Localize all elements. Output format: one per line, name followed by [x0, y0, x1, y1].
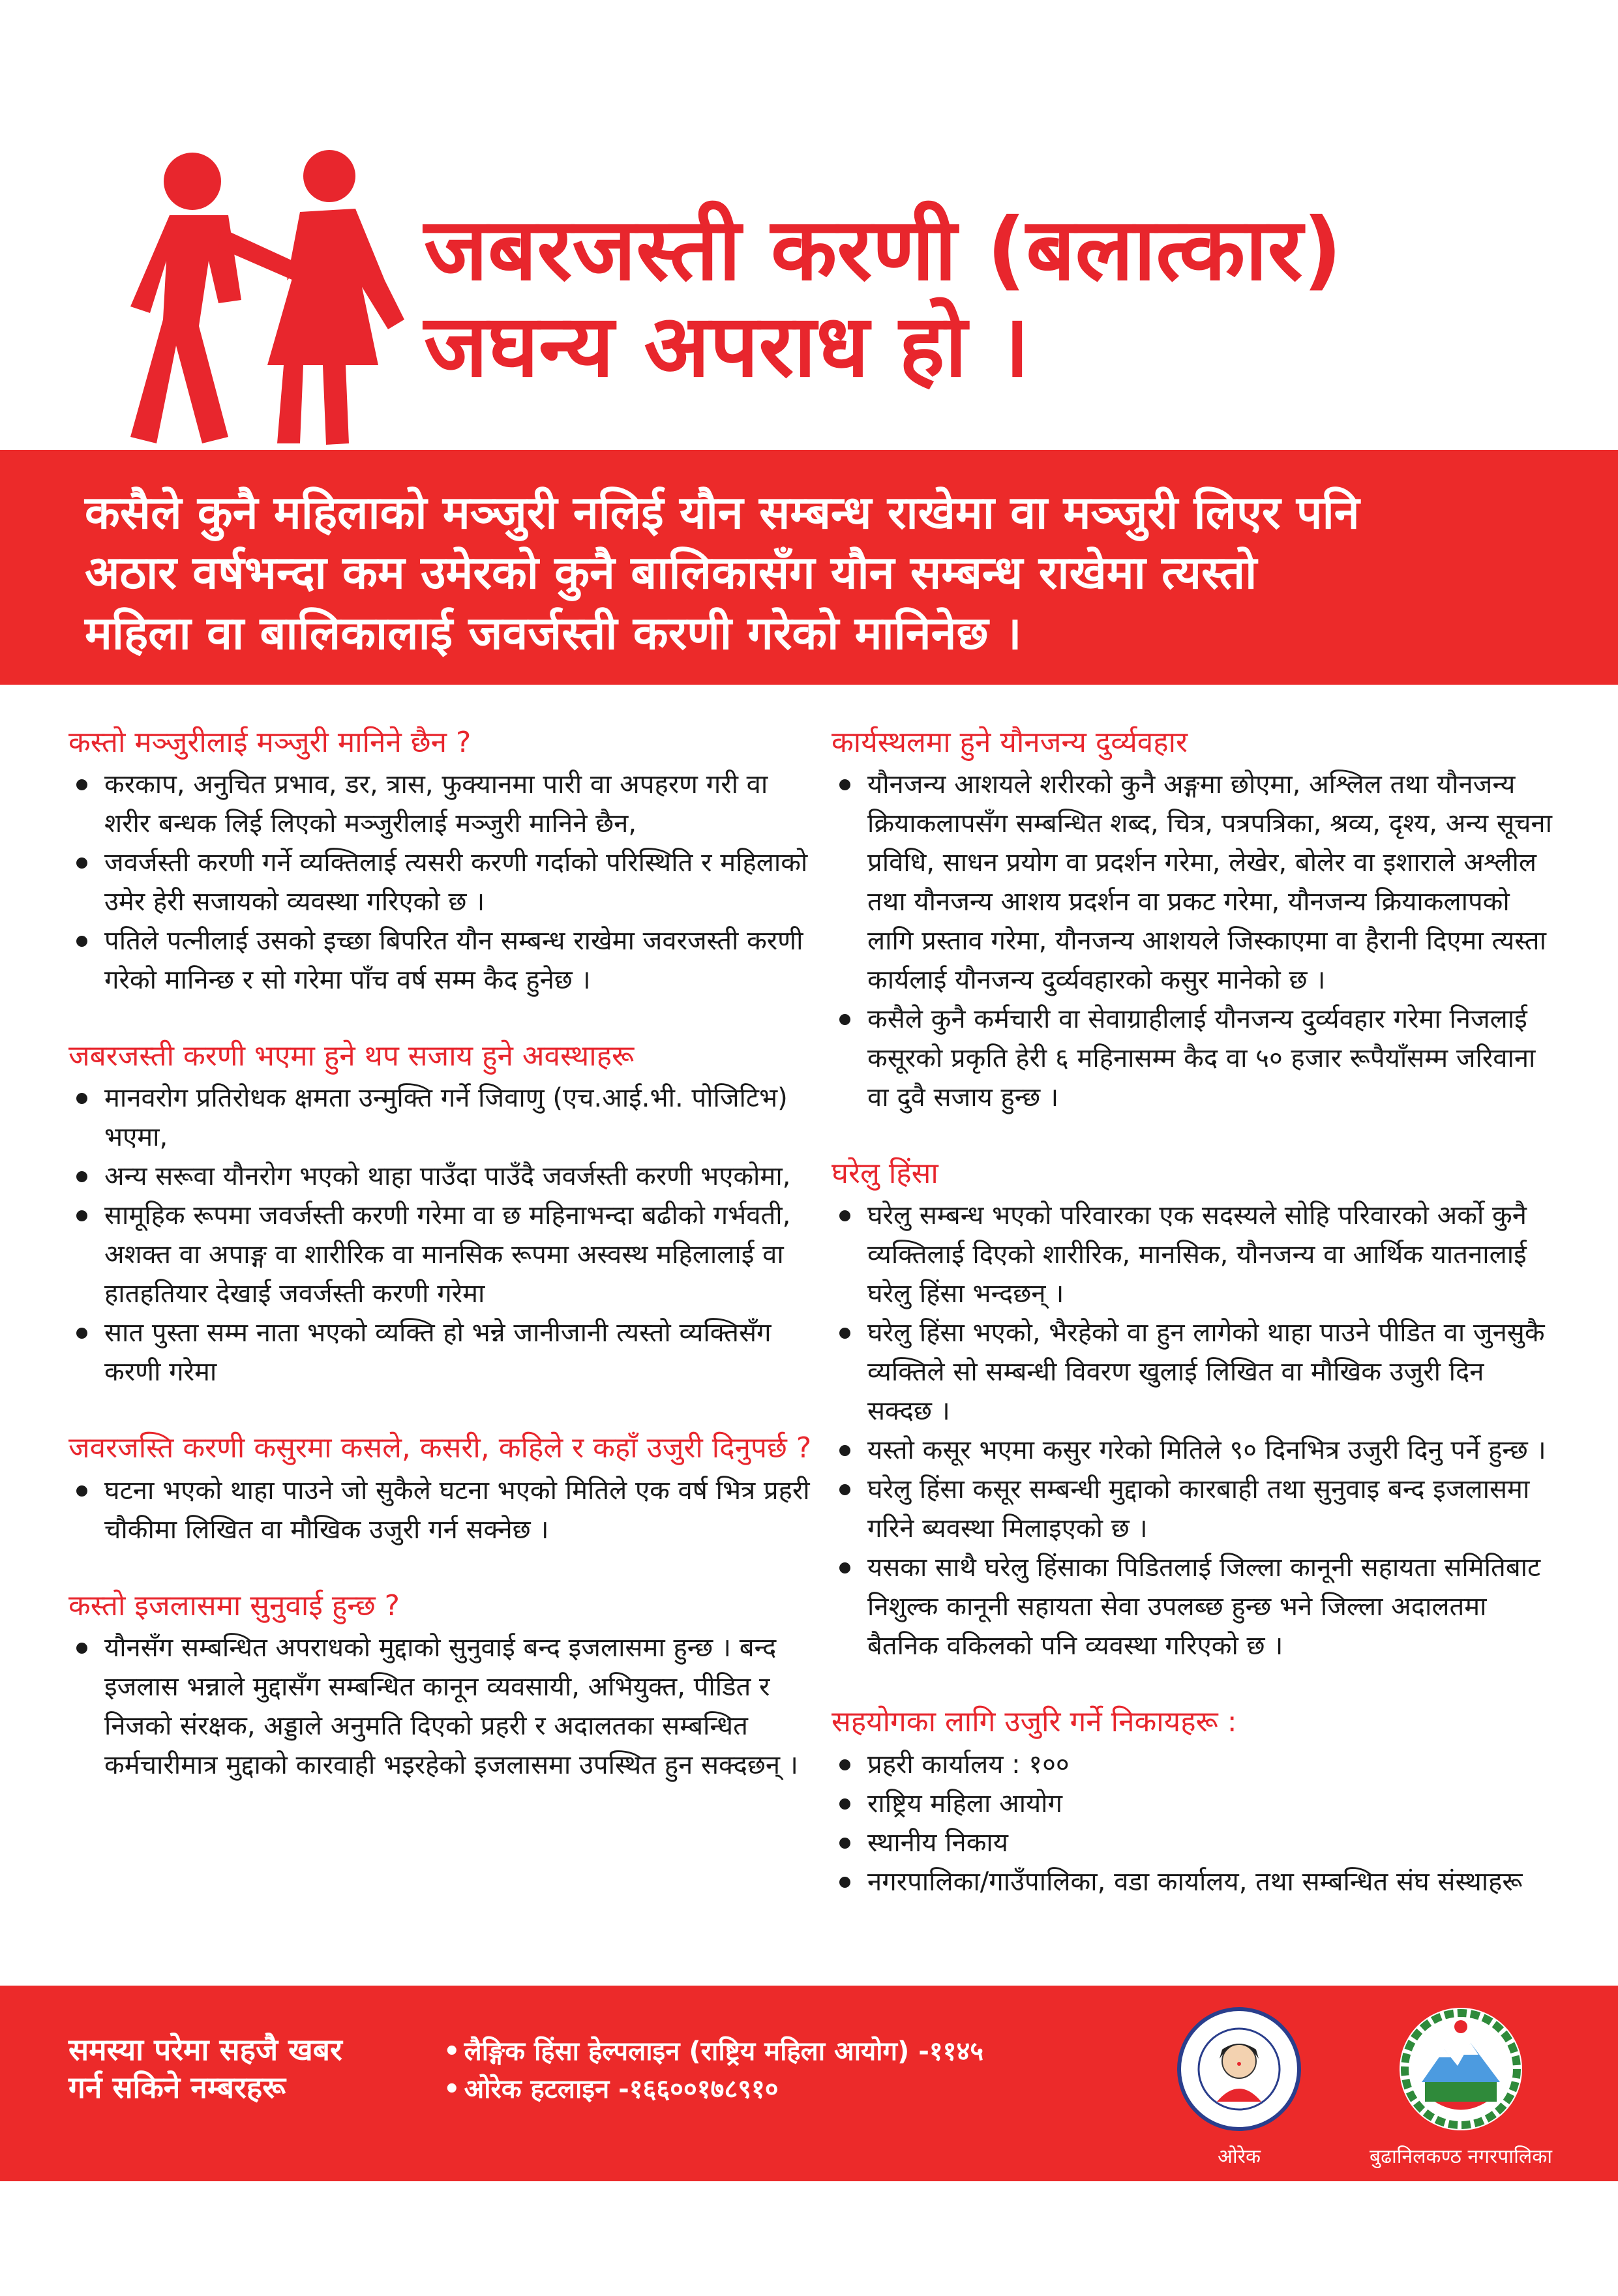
right-column — [831, 724, 1555, 1939]
orek-emblem-icon — [1174, 2004, 1304, 2134]
bullet-list — [831, 1745, 1555, 1901]
bullet-list — [68, 1628, 812, 1785]
list-item: जवर्जस्ती करणी गर्ने व्यक्तिलाई त्यसरी करणी गर्दाको परिस्थिति र महिलाको उमेर हेरी सजायको व्यवस्था गरिएको छ । — [68, 843, 812, 921]
list-item: अन्य सरूवा यौनरोग भएको थाहा पाउँदा पाउँदै जवर्जस्ती करणी भएकोमा, — [68, 1157, 812, 1196]
section-heading: जबरजस्ती करणी भएमा हुने थप सजाय हुने अवस्थाहरू — [68, 1039, 635, 1073]
list-item: मानवरोग प्रतिरोधक क्षमता उन्मुक्ति गर्ने जिवाणु (एच.आई.भी. पोजिटिभ) भएमा, — [68, 1079, 812, 1157]
helpline-orek: • ओरेक हटलाइन -१६६००१७८९१० — [443, 2070, 983, 2108]
section-heading: कस्तो इजलासमा सुनुवाई हुन्छ ? — [68, 1588, 400, 1622]
poster-header — [0, 0, 1618, 450]
orek-caption: ओरेक — [1218, 2145, 1261, 2168]
municipality-seal-icon — [1396, 2004, 1526, 2134]
list-item: घरेलु हिंसा कसूर सम्बन्धी मुद्दाको कारबाही तथा सुनुवाइ बन्द इजलासमा गरिने ब्यवस्था मिलाइएको छ । — [831, 1470, 1555, 1548]
list-item: सामूहिक रूपमा जवर्जस्ती करणी गरेमा वा छ महिनाभन्दा बढीको गर्भवती, अशक्त वा अपाङ्ग वा शारीरिक वा मानसिक रूपमा अस्वस्थ महिलालाई वा हातहतियार देखाई जवर्जस्ती करणी गरेमा — [68, 1196, 812, 1313]
section-consent — [68, 724, 812, 1000]
list-item: यसका साथै घरेलु हिंसाका पिडितलाई जिल्ला कानूनी सहायता समितिबाट निशुल्क कानूनी सहायता सेवा उपलब्छ हुन्छ भने जिल्ला अदालतमा बैतनिक वकिलको पनि व्यवस्था गरिएको छ । — [831, 1548, 1555, 1665]
list-item: घरेलु हिंसा भएको, भैरहेको वा हुन लागेको थाहा पाउने पीडित वा जुनसुकै व्यक्तिले सो सम्बन्धी विवरण खुलाई लिखित वा मौखिक उजुरी दिन सक्दछ । — [831, 1313, 1555, 1431]
section-heading: घरेलु हिंसा — [831, 1157, 938, 1191]
list-item: यौनसँग सम्बन्धित अपराधको मुद्दाको सुनुवाई बन्द इजलासमा हुन्छ । बन्द इजलास भन्नाले मुद्दासँग सम्बन्धित कानून व्यवसायी, अभियुक्त, पीडित र निजको संरक्षक, अड्डाले अनुमति दिएको प्रहरी र अदालतका सम्बन्धित कर्मचारीमात्र मुद्दाको कारवाही भइरहेको इजलासमा उपस्थित हुन सक्दछन् । — [68, 1628, 812, 1785]
banner-text — [85, 483, 1572, 663]
section-help-agencies — [831, 1703, 1555, 1901]
banner-line-2: अठार वर्षभन्दा कम उमेरको कुनै बालिकासँग यौन सम्बन्ध राखेमा त्यस्तो — [85, 546, 1257, 600]
section-heading: कार्यस्थलमा हुने यौनजन्य दुर्व्यवहार — [831, 726, 1188, 759]
section-heading: जवरजस्ति करणी कसुरमा कसले, कसरी, कहिले र कहाँ उजुरी दिनुपर्छ ? — [68, 1431, 812, 1465]
helpline-gbv: • लैङ्गिक हिंसा हेल्पलाइन (राष्ट्रिय महिला आयोग) -११४५ — [443, 2033, 983, 2070]
helpline-footer — [0, 1986, 1618, 2181]
list-item: करकाप, अनुचित प्रभाव, डर, त्रास, फुक्यानमा पारी वा अपहरण गरी वा शरीर बन्धक लिई लिएको मञ्जुरीलाई मञ्जुरी मानिने छैन, — [68, 765, 812, 843]
helpline-numbers — [443, 2033, 983, 2108]
section-domestic-violence — [831, 1155, 1555, 1665]
definition-banner — [0, 450, 1618, 685]
section-workplace-harassment — [831, 724, 1555, 1117]
title-line-2: जघन्य अपराध हो । — [424, 295, 1030, 396]
list-item: नगरपालिका/गाउँपालिका, वडा कार्यालय, तथा सम्बन्धित संघ संस्थाहरू — [831, 1862, 1555, 1901]
budhanilkantha-caption: बुढानिलकण्ठ नगरपालिका — [1369, 2145, 1553, 2168]
list-item: स्थानीय निकाय — [831, 1823, 1555, 1862]
list-item: यस्तो कसूर भएमा कसुर गरेको मितिले ९० दिनभित्र उजुरी दिनु पर्ने हुन्छ । — [831, 1431, 1555, 1470]
list-item: प्रहरी कार्यालय : १०० — [831, 1745, 1555, 1784]
budhanilkantha-logo — [1343, 2004, 1578, 2169]
bullet-list — [68, 1471, 812, 1549]
section-heading: कस्तो मञ्जुरीलाई मञ्जुरी मानिने छैन ? — [68, 726, 472, 759]
list-item: सात पुस्ता सम्म नाता भएको व्यक्ति हो भन्ने जानीजानी त्यस्तो व्यक्तिसँग करणी गरेमा — [68, 1313, 812, 1392]
footer-label — [68, 2031, 434, 2106]
list-item: घटना भएको थाहा पाउने जो सुकैले घटना भएको मितिले एक वर्ष भित्र प्रहरी चौकीमा लिखित वा मौखिक उजुरी गर्न सक्नेछ । — [68, 1471, 812, 1549]
bullet-list — [831, 1196, 1555, 1665]
footer-label-line-2: गर्न सकिने नम्बरहरू — [68, 2069, 286, 2105]
title-line-1: जबरजस्ती करणी (बलात्कार) — [424, 200, 1342, 300]
left-column — [68, 724, 812, 1823]
list-item: यौनजन्य आशयले शरीरको कुनै अङ्गमा छोएमा, अश्लिल तथा यौनजन्य क्रियाकलापसँग सम्बन्धित शब्द, चित्र, पत्रपत्रिका, श्रव्य, दृश्य, अन्य सूचना प्रविधि, साधन प्रयोग वा प्रदर्शन गरेमा, लेखेर, बोलेर वा इशाराले अश्लील तथा यौनजन्य आशय प्रदर्शन वा प्रकट गरेमा, यौनजन्य क्रियाकलापको लागि प्रस्ताव गरेमा, यौनजन्य आशयले जिस्काएमा वा हैरानी दिएमा त्यस्ता कार्यलाई यौनजन्य दुर्व्यवहारको कसुर मानेको छ । — [831, 765, 1555, 1000]
section-additional-punishment — [68, 1037, 812, 1392]
bullet-list — [831, 765, 1555, 1117]
banner-line-3: महिला वा बालिकालाई जवर्जस्ती करणी गरेको मानिनेछ । — [85, 606, 1022, 660]
footer-label-line-1: समस्या परेमा सहजै खबर — [68, 2032, 342, 2067]
list-item: राष्ट्रिय महिला आयोग — [831, 1784, 1555, 1823]
list-item: घरेलु सम्बन्ध भएको परिवारका एक सदस्यले सोहि परिवारको अर्को कुनै व्यक्तिलाई दिएको शारीरिक, मानसिक, यौनजन्य वा आर्थिक यातनालाई घरेलु हिंसा भन्दछन् । — [831, 1196, 1555, 1313]
two-people-pulling-icon — [130, 150, 404, 456]
bullet-list — [68, 1079, 812, 1392]
banner-line-1: कसैले कुनै महिलाको मञ्जुरी नलिई यौन सम्बन्ध राखेमा वा मञ्जुरी लिएर पनि — [85, 486, 1360, 539]
section-complaint — [68, 1429, 812, 1549]
section-heading: सहयोगका लागि उजुरि गर्ने निकायहरू : — [831, 1705, 1237, 1739]
bullet-list — [68, 765, 812, 1000]
list-item: पतिले पत्नीलाई उसको इच्छा बिपरित यौन सम्बन्ध राखेमा जवरजस्ती करणी गरेको मानिन्छ र सो गरेमा पाँच वर्ष सम्म कैद हुनेछ । — [68, 921, 812, 1000]
poster-title — [424, 202, 1598, 395]
section-hearing — [68, 1587, 812, 1785]
orek-logo — [1174, 2004, 1304, 2169]
list-item: कसैले कुनै कर्मचारी वा सेवाग्राहीलाई यौनजन्य दुर्व्यवहार गरेमा निजलाई कसूरको प्रकृति हेरी ६ महिनासम्म कैद वा ५० हजार रूपैयाँसम्म जरिवाना वा दुवै सजाय हुन्छ । — [831, 1000, 1555, 1117]
